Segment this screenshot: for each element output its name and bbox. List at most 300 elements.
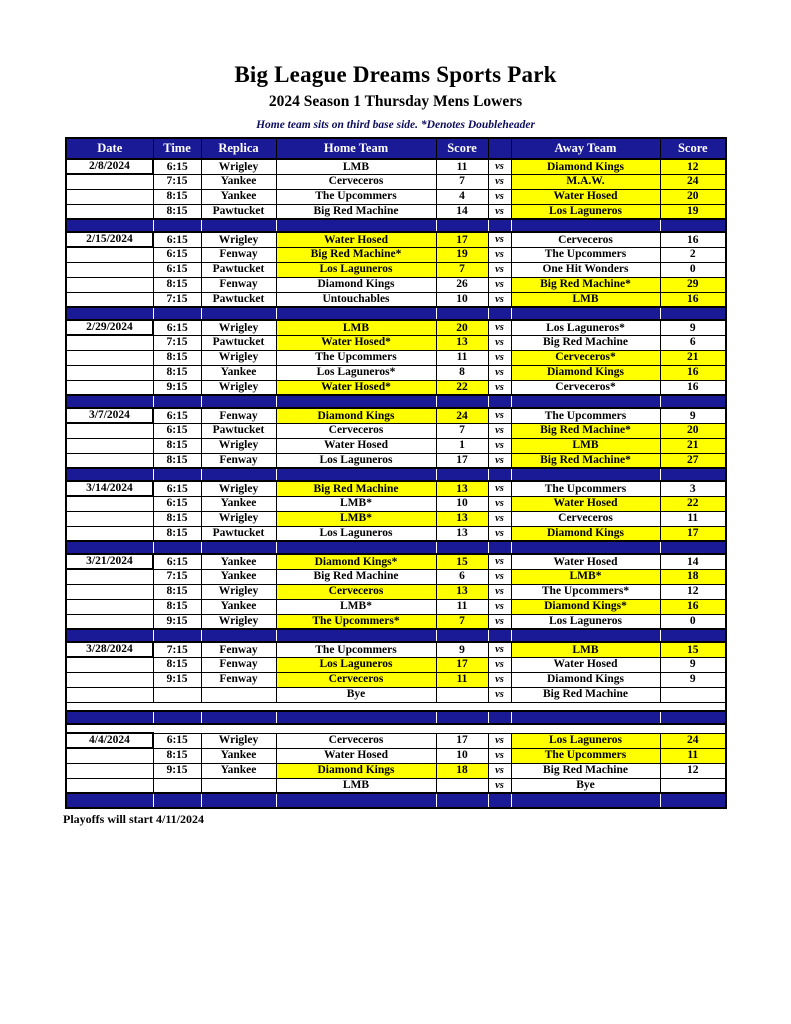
replica-cell xyxy=(201,687,276,702)
game-row xyxy=(66,481,726,496)
away-team-cell: LMB xyxy=(511,642,660,657)
time-cell: 9:15 xyxy=(153,380,201,395)
away-score-cell: 9 xyxy=(660,408,726,423)
away-team-cell: LMB xyxy=(511,292,660,307)
date-cell xyxy=(66,204,153,219)
separator-row-cell xyxy=(201,711,276,724)
date-cell xyxy=(66,748,153,763)
away-team-cell: Big Red Machine xyxy=(511,687,660,702)
time-cell: 7:15 xyxy=(153,642,201,657)
separator-row-cell xyxy=(488,395,511,408)
game-row xyxy=(66,204,726,219)
date-cell: 3/28/2024 xyxy=(66,642,153,657)
separator-row-cell xyxy=(511,395,660,408)
separator-row-cell xyxy=(276,395,436,408)
spacer-row-cell xyxy=(153,702,201,711)
separator-row-cell xyxy=(153,307,201,320)
vs-cell: vs xyxy=(488,292,511,307)
vs-cell: vs xyxy=(488,204,511,219)
separator-row-cell xyxy=(436,629,488,642)
home-team-cell: LMB* xyxy=(276,599,436,614)
separator-row xyxy=(66,541,726,554)
time-cell: 8:15 xyxy=(153,189,201,204)
home-team-cell: Water Hosed xyxy=(276,438,436,453)
spacer-row-cell xyxy=(511,702,660,711)
separator-row-cell xyxy=(66,307,153,320)
separator-row-cell xyxy=(201,541,276,554)
away-team-cell: Los Laguneros xyxy=(511,733,660,748)
date-cell xyxy=(66,778,153,793)
game-row xyxy=(66,569,726,584)
separator-row xyxy=(66,395,726,408)
vs-cell: vs xyxy=(488,657,511,672)
separator-row-cell xyxy=(511,307,660,320)
home-score-cell: 9 xyxy=(436,642,488,657)
date-cell xyxy=(66,672,153,687)
home-score-cell xyxy=(436,778,488,793)
separator-row-cell xyxy=(201,468,276,481)
time-cell xyxy=(153,687,201,702)
home-score-cell: 10 xyxy=(436,748,488,763)
home-team-cell: Diamond Kings xyxy=(276,408,436,423)
away-team-cell: Big Red Machine xyxy=(511,763,660,778)
home-score-cell: 17 xyxy=(436,232,488,247)
col-header-away-team: Away Team xyxy=(511,138,660,159)
spacer-row-cell xyxy=(488,702,511,711)
page-subtitle: 2024 Season 1 Thursday Mens Lowers xyxy=(268,93,523,110)
away-team-cell: Los Laguneros xyxy=(511,614,660,629)
away-team-cell: Cerveceros* xyxy=(511,380,660,395)
date-cell xyxy=(66,423,153,438)
game-row xyxy=(66,189,726,204)
separator-row-cell xyxy=(153,711,201,724)
away-score-cell xyxy=(660,687,726,702)
date-cell xyxy=(66,763,153,778)
time-cell: 8:15 xyxy=(153,453,201,468)
vs-cell: vs xyxy=(488,672,511,687)
home-team-cell: Water Hosed xyxy=(276,232,436,247)
game-row xyxy=(66,687,726,702)
game-row xyxy=(66,778,726,793)
replica-cell: Fenway xyxy=(201,453,276,468)
home-team-cell: Big Red Machine xyxy=(276,569,436,584)
replica-cell: Wrigley xyxy=(201,511,276,526)
home-team-cell: Cerveceros xyxy=(276,672,436,687)
home-score-cell: 17 xyxy=(436,657,488,672)
time-cell: 6:15 xyxy=(153,481,201,496)
separator-row-cell xyxy=(66,219,153,232)
date-cell xyxy=(66,614,153,629)
separator-row-cell xyxy=(660,629,726,642)
home-score-cell: 1 xyxy=(436,438,488,453)
vs-cell: vs xyxy=(488,733,511,748)
time-cell: 6:15 xyxy=(153,408,201,423)
separator-row-cell xyxy=(153,629,201,642)
separator-row xyxy=(66,219,726,232)
time-cell: 7:15 xyxy=(153,292,201,307)
separator-row-cell xyxy=(488,468,511,481)
separator-row-cell xyxy=(153,468,201,481)
away-score-cell: 24 xyxy=(660,174,726,189)
vs-cell: vs xyxy=(488,511,511,526)
time-cell: 8:15 xyxy=(153,526,201,541)
away-score-cell: 11 xyxy=(660,511,726,526)
schedule-note: Home team sits on third base side. *Denotes Doubleheader xyxy=(256,119,535,131)
home-team-cell: Cerveceros xyxy=(276,174,436,189)
home-score-cell: 17 xyxy=(436,453,488,468)
home-team-cell: Bye xyxy=(276,687,436,702)
date-cell xyxy=(66,380,153,395)
home-team-cell: Diamond Kings xyxy=(276,763,436,778)
home-team-cell: Big Red Machine* xyxy=(276,247,436,262)
time-cell: 6:15 xyxy=(153,262,201,277)
header-row xyxy=(66,138,726,159)
date-cell: 2/8/2024 xyxy=(66,159,153,174)
separator-row-cell xyxy=(201,395,276,408)
replica-cell: Yankee xyxy=(201,569,276,584)
home-score-cell: 20 xyxy=(436,320,488,335)
spacer-row xyxy=(66,702,726,711)
away-score-cell: 6 xyxy=(660,335,726,350)
date-cell xyxy=(66,496,153,511)
replica-cell: Pawtucket xyxy=(201,423,276,438)
vs-cell: vs xyxy=(488,778,511,793)
away-score-cell: 0 xyxy=(660,614,726,629)
date-cell: 4/4/2024 xyxy=(66,733,153,748)
home-score-cell: 7 xyxy=(436,174,488,189)
spacer-row-cell xyxy=(488,724,511,733)
game-row xyxy=(66,232,726,247)
home-team-cell: Water Hosed xyxy=(276,748,436,763)
home-team-cell: Water Hosed* xyxy=(276,380,436,395)
time-cell: 8:15 xyxy=(153,657,201,672)
vs-cell: vs xyxy=(488,748,511,763)
time-cell: 6:15 xyxy=(153,320,201,335)
away-score-cell: 16 xyxy=(660,599,726,614)
date-cell xyxy=(66,526,153,541)
home-score-cell: 24 xyxy=(436,408,488,423)
date-cell xyxy=(66,189,153,204)
vs-cell: vs xyxy=(488,614,511,629)
home-score-cell: 4 xyxy=(436,189,488,204)
date-cell xyxy=(66,335,153,350)
away-team-cell: The Upcommers xyxy=(511,408,660,423)
vs-cell: vs xyxy=(488,526,511,541)
vs-cell: vs xyxy=(488,496,511,511)
time-cell xyxy=(153,778,201,793)
date-cell xyxy=(66,247,153,262)
separator-row-cell xyxy=(660,541,726,554)
game-row xyxy=(66,247,726,262)
vs-cell: vs xyxy=(488,642,511,657)
spacer-row-cell xyxy=(153,724,201,733)
time-cell: 6:15 xyxy=(153,423,201,438)
game-row xyxy=(66,763,726,778)
replica-cell: Wrigley xyxy=(201,481,276,496)
away-team-cell: The Upcommers xyxy=(511,481,660,496)
replica-cell: Yankee xyxy=(201,496,276,511)
away-score-cell: 18 xyxy=(660,569,726,584)
date-cell: 2/15/2024 xyxy=(66,232,153,247)
time-cell: 9:15 xyxy=(153,614,201,629)
home-score-cell: 19 xyxy=(436,247,488,262)
col-header-time: Time xyxy=(153,138,201,159)
time-cell: 6:15 xyxy=(153,159,201,174)
replica-cell: Yankee xyxy=(201,174,276,189)
away-team-cell: Cerveceros xyxy=(511,511,660,526)
separator-row-cell xyxy=(201,219,276,232)
date-cell xyxy=(66,174,153,189)
away-score-cell: 21 xyxy=(660,438,726,453)
vs-cell: vs xyxy=(488,423,511,438)
page-title: Big League Dreams Sports Park xyxy=(234,62,557,87)
game-row xyxy=(66,408,726,423)
date-cell: 3/7/2024 xyxy=(66,408,153,423)
separator-row-cell xyxy=(660,395,726,408)
home-team-cell: Cerveceros xyxy=(276,733,436,748)
spacer-row-cell xyxy=(276,702,436,711)
away-team-cell: LMB xyxy=(511,438,660,453)
spacer-row-cell xyxy=(511,724,660,733)
vs-cell: vs xyxy=(488,262,511,277)
separator-row-cell xyxy=(276,219,436,232)
away-score-cell: 17 xyxy=(660,526,726,541)
game-row xyxy=(66,438,726,453)
away-score-cell: 29 xyxy=(660,277,726,292)
separator-row-cell xyxy=(488,541,511,554)
replica-cell: Pawtucket xyxy=(201,204,276,219)
col-header-home-team: Home Team xyxy=(276,138,436,159)
away-team-cell: Diamond Kings xyxy=(511,365,660,380)
home-score-cell xyxy=(436,687,488,702)
date-cell xyxy=(66,687,153,702)
away-team-cell: Big Red Machine* xyxy=(511,277,660,292)
away-score-cell: 16 xyxy=(660,232,726,247)
away-team-cell: Water Hosed xyxy=(511,189,660,204)
vs-cell: vs xyxy=(488,554,511,569)
date-cell: 3/21/2024 xyxy=(66,554,153,569)
home-score-cell: 18 xyxy=(436,763,488,778)
game-row xyxy=(66,423,726,438)
home-score-cell: 26 xyxy=(436,277,488,292)
replica-cell: Wrigley xyxy=(201,320,276,335)
vs-cell: vs xyxy=(488,320,511,335)
separator-row-cell xyxy=(488,629,511,642)
spacer-row-cell xyxy=(436,702,488,711)
time-cell: 8:15 xyxy=(153,350,201,365)
home-team-cell: The Upcommers xyxy=(276,642,436,657)
separator-row-cell xyxy=(436,468,488,481)
vs-cell: vs xyxy=(488,365,511,380)
separator-row-cell xyxy=(153,793,201,808)
vs-cell: vs xyxy=(488,232,511,247)
time-cell: 8:15 xyxy=(153,204,201,219)
home-score-cell: 13 xyxy=(436,584,488,599)
home-team-cell: Big Red Machine xyxy=(276,204,436,219)
home-score-cell: 10 xyxy=(436,496,488,511)
home-team-cell: The Upcommers xyxy=(276,189,436,204)
time-cell: 6:15 xyxy=(153,554,201,569)
replica-cell: Wrigley xyxy=(201,380,276,395)
away-score-cell: 16 xyxy=(660,380,726,395)
separator-row-cell xyxy=(511,541,660,554)
time-cell: 8:15 xyxy=(153,277,201,292)
spacer-row-cell xyxy=(660,702,726,711)
vs-cell: vs xyxy=(488,335,511,350)
home-score-cell: 7 xyxy=(436,614,488,629)
home-score-cell: 11 xyxy=(436,350,488,365)
playoffs-note: Playoffs will start 4/11/2024 xyxy=(63,812,204,826)
vs-cell: vs xyxy=(488,687,511,702)
replica-cell: Wrigley xyxy=(201,232,276,247)
vs-cell: vs xyxy=(488,174,511,189)
separator-row-cell xyxy=(66,711,153,724)
vs-cell: vs xyxy=(488,247,511,262)
home-team-cell: Los Laguneros xyxy=(276,526,436,541)
separator-row-cell xyxy=(436,541,488,554)
home-score-cell: 7 xyxy=(436,262,488,277)
separator-row-cell xyxy=(276,307,436,320)
col-header-date: Date xyxy=(66,138,153,159)
home-score-cell: 13 xyxy=(436,481,488,496)
game-row xyxy=(66,350,726,365)
game-row xyxy=(66,657,726,672)
replica-cell: Yankee xyxy=(201,189,276,204)
home-team-cell: Untouchables xyxy=(276,292,436,307)
away-score-cell: 16 xyxy=(660,292,726,307)
game-row xyxy=(66,614,726,629)
separator-row-cell xyxy=(201,629,276,642)
separator-row-cell xyxy=(488,793,511,808)
separator-row-cell xyxy=(660,468,726,481)
separator-row-cell xyxy=(511,629,660,642)
vs-cell: vs xyxy=(488,277,511,292)
away-score-cell: 19 xyxy=(660,204,726,219)
vs-cell: vs xyxy=(488,453,511,468)
separator-row-cell xyxy=(488,307,511,320)
date-cell: 2/29/2024 xyxy=(66,320,153,335)
separator-row-cell xyxy=(511,793,660,808)
date-cell xyxy=(66,453,153,468)
replica-cell: Fenway xyxy=(201,642,276,657)
replica-cell: Yankee xyxy=(201,554,276,569)
home-score-cell: 13 xyxy=(436,335,488,350)
away-team-cell: Diamond Kings xyxy=(511,526,660,541)
away-team-cell: Bye xyxy=(511,778,660,793)
spacer-row-cell xyxy=(276,724,436,733)
away-score-cell xyxy=(660,778,726,793)
spacer-row xyxy=(66,724,726,733)
game-row xyxy=(66,642,726,657)
time-cell: 8:15 xyxy=(153,365,201,380)
home-score-cell: 13 xyxy=(436,511,488,526)
replica-cell: Fenway xyxy=(201,672,276,687)
separator-row-cell xyxy=(660,307,726,320)
date-cell xyxy=(66,657,153,672)
home-team-cell: Los Laguneros* xyxy=(276,365,436,380)
away-team-cell: LMB* xyxy=(511,569,660,584)
replica-cell: Fenway xyxy=(201,657,276,672)
time-cell: 9:15 xyxy=(153,672,201,687)
away-score-cell: 12 xyxy=(660,763,726,778)
separator-row-cell xyxy=(153,541,201,554)
game-row xyxy=(66,365,726,380)
spacer-row-cell xyxy=(436,724,488,733)
home-team-cell: Cerveceros xyxy=(276,423,436,438)
home-score-cell: 6 xyxy=(436,569,488,584)
away-score-cell: 12 xyxy=(660,584,726,599)
game-row xyxy=(66,174,726,189)
game-row xyxy=(66,262,726,277)
home-team-cell: Diamond Kings xyxy=(276,277,436,292)
away-team-cell: Los Laguneros* xyxy=(511,320,660,335)
replica-cell: Fenway xyxy=(201,247,276,262)
spacer-row-cell xyxy=(201,724,276,733)
date-cell: 3/14/2024 xyxy=(66,481,153,496)
away-team-cell: Big Red Machine* xyxy=(511,453,660,468)
separator-row-cell xyxy=(153,395,201,408)
separator-row-cell xyxy=(66,629,153,642)
game-row xyxy=(66,496,726,511)
separator-row-cell xyxy=(436,307,488,320)
home-score-cell: 10 xyxy=(436,292,488,307)
replica-cell: Pawtucket xyxy=(201,335,276,350)
date-cell xyxy=(66,599,153,614)
separator-row-cell xyxy=(488,219,511,232)
away-score-cell: 12 xyxy=(660,159,726,174)
replica-cell: Fenway xyxy=(201,277,276,292)
home-score-cell: 11 xyxy=(436,599,488,614)
game-row xyxy=(66,599,726,614)
home-score-cell: 7 xyxy=(436,423,488,438)
replica-cell: Yankee xyxy=(201,748,276,763)
away-team-cell: M.A.W. xyxy=(511,174,660,189)
vs-cell: vs xyxy=(488,569,511,584)
separator-row-cell xyxy=(511,711,660,724)
spacer-row-cell xyxy=(201,702,276,711)
away-team-cell: The Upcommers* xyxy=(511,584,660,599)
separator-row-cell xyxy=(276,629,436,642)
away-score-cell: 22 xyxy=(660,496,726,511)
away-score-cell: 20 xyxy=(660,423,726,438)
away-score-cell: 11 xyxy=(660,748,726,763)
separator-row xyxy=(66,307,726,320)
away-team-cell: Water Hosed xyxy=(511,554,660,569)
replica-cell: Pawtucket xyxy=(201,292,276,307)
date-cell xyxy=(66,511,153,526)
replica-cell xyxy=(201,778,276,793)
date-cell xyxy=(66,365,153,380)
home-score-cell: 17 xyxy=(436,733,488,748)
home-team-cell: Los Laguneros xyxy=(276,657,436,672)
separator-row-cell xyxy=(201,307,276,320)
away-score-cell: 14 xyxy=(660,554,726,569)
home-team-cell: LMB* xyxy=(276,496,436,511)
separator-row-cell xyxy=(511,468,660,481)
away-score-cell: 9 xyxy=(660,657,726,672)
away-score-cell: 2 xyxy=(660,247,726,262)
replica-cell: Wrigley xyxy=(201,733,276,748)
separator-row-cell xyxy=(276,468,436,481)
game-row xyxy=(66,320,726,335)
replica-cell: Pawtucket xyxy=(201,262,276,277)
separator-row-cell xyxy=(660,711,726,724)
home-team-cell: The Upcommers* xyxy=(276,614,436,629)
vs-cell: vs xyxy=(488,350,511,365)
separator-row-cell xyxy=(276,793,436,808)
time-cell: 6:15 xyxy=(153,232,201,247)
time-cell: 8:15 xyxy=(153,599,201,614)
